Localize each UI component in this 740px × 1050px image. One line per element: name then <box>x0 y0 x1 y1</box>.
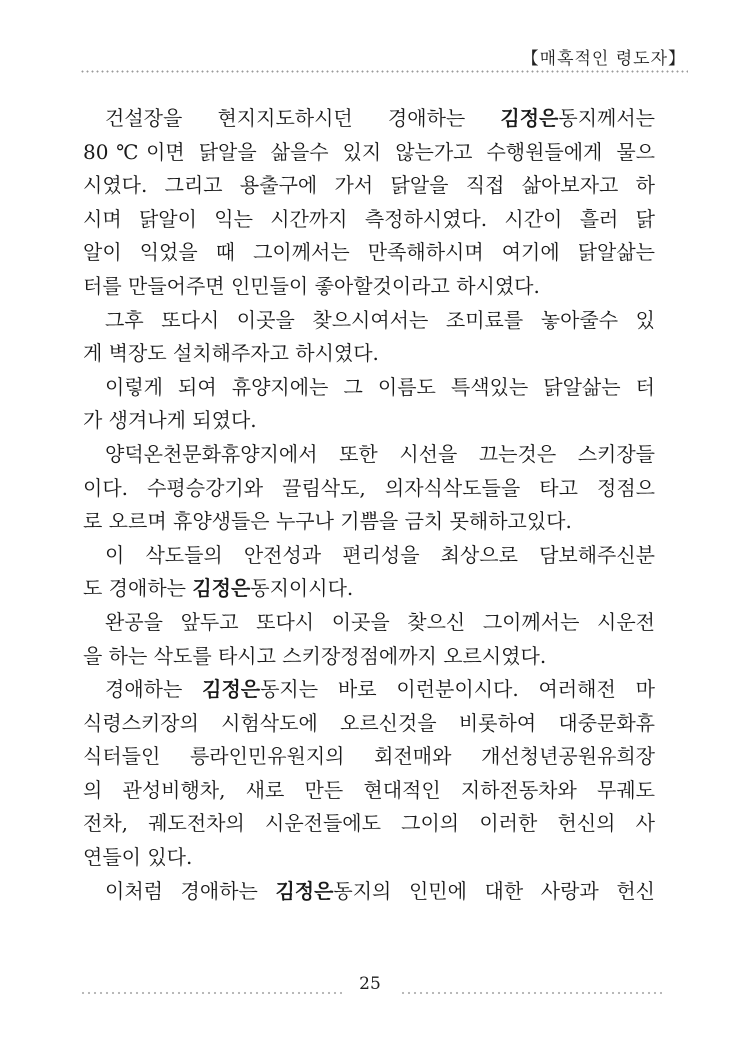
text-line: 로 오르며 휴양생들은 누구나 기쁨을 금치 못해하고있다. <box>83 509 572 534</box>
header-dotted-rule <box>80 70 688 73</box>
text-line: 시며 닭알이 익는 시간까지 측정하시였다. 시간이 흘러 닭 <box>83 206 655 231</box>
text-line: 완공을 앞두고 또다시 이곳을 찾으신 그이께서는 시운전 <box>105 609 655 634</box>
text-line: 이다. 수평승강기와 끌림삭도, 의자식삭도들을 타고 정점으 <box>83 475 655 500</box>
leader-name-highlight: 김정은 <box>192 576 251 601</box>
text-line: 도 경애하는 김정은동지이시다. <box>83 576 354 601</box>
body-text <box>83 102 655 908</box>
text-line: 연들이 있다. <box>83 845 193 870</box>
text-line: 을 하는 삭도를 타시고 스키장정점에까지 오르시였다. <box>83 643 547 668</box>
text-line: 식터들인 릉라인민유원지의 회전매와 개선청년공원유희장 <box>83 744 655 769</box>
text-line: 건설장을 현지지도하시던 경애하는 김정은동지께서는 <box>105 106 655 130</box>
text-line: 이렇게 되여 휴양지에는 그 이름도 특색있는 닭알삶는 터 <box>105 374 655 399</box>
text-line: 양덕온천문화휴양지에서 또한 시선을 끄는것은 스키장들 <box>105 441 655 466</box>
text-line: 터를 만들어주면 인민들이 좋아할것이라고 하시였다. <box>83 273 540 298</box>
text-line: 가 생겨나게 되였다. <box>83 408 257 433</box>
text-line: 이처럼 경애하는 김정은동지의 인민에 대한 사랑과 헌신 <box>105 878 655 903</box>
text-line: 시였다. 그리고 용출구에 가서 닭알을 직접 삶아보자고 하 <box>83 173 655 198</box>
running-header-title: 【매혹적인 령도자】 <box>521 49 686 69</box>
text-line: 80℃이면 닭알을 삶을수 있지 않는가고 수행원들에게 물으 <box>83 139 655 164</box>
leader-name-highlight: 김정은 <box>275 878 334 903</box>
leader-name-highlight: 김정은 <box>500 106 559 130</box>
text-line: 그후 또다시 이곳을 찾으시여서는 조미료를 놓아줄수 있 <box>105 307 655 332</box>
text-line: 경애하는 김정은동지는 바로 이런분이시다. 여러해전 마 <box>105 677 655 702</box>
page-number: 25 <box>359 974 381 994</box>
footer-ornament-right <box>400 990 662 996</box>
leader-name-highlight: 김정은 <box>202 677 261 702</box>
text-line: 전차, 궤도전차의 시운전들에도 그이의 이러한 헌신의 사 <box>83 811 655 836</box>
text-line: 의 관성비행차, 새로 만든 현대적인 지하전동차와 무궤도 <box>83 777 655 802</box>
text-line: 이 삭도들의 안전성과 편리성을 최상으로 담보해주신분 <box>105 542 655 567</box>
text-line: 알이 익었을 때 그이께서는 만족해하시며 여기에 닭알삶는 <box>83 240 655 265</box>
text-line: 게 벽장도 설치해주자고 하시였다. <box>83 341 379 366</box>
text-line: 식령스키장의 시험삭도에 오르신것을 비롯하여 대중문화휴 <box>83 710 655 735</box>
